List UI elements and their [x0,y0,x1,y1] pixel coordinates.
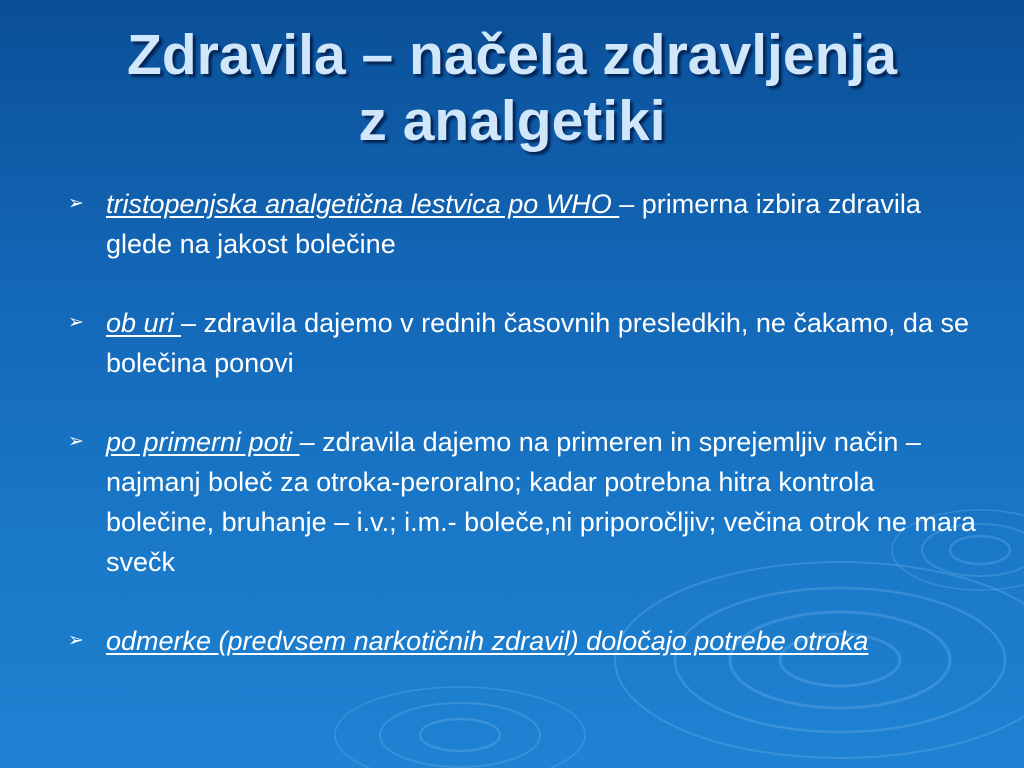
bullet-text: odmerke (predvsem narkotičnih zdravil) določajo potrebe otroka [106,626,869,656]
bullet-list [66,184,986,700]
bullet-item-who-ladder [66,184,986,264]
bullet-text: – primerna izbira zdravila glede na jakost bolečine [106,189,921,259]
bullet-item-dosing [66,621,986,661]
bullet-item-by-appropriate-route [66,422,986,582]
arrow-bullet-icon: ➢ [68,193,84,214]
slide-title-line-1: Zdravila – načela zdravljenja [127,23,897,87]
slide-title-line-2: z analgetiki [358,89,666,153]
bullet-term: ob uri [106,308,182,338]
arrow-bullet-icon: ➢ [68,630,84,651]
arrow-bullet-icon: ➢ [68,312,84,333]
slide-title [40,22,984,154]
bullet-term: tristopenjska analgetična lestvica po WHO [106,189,620,219]
bullet-text: – zdravila dajemo v rednih časovnih presledkih, ne čakamo, da se bolečina ponovi [106,308,969,378]
bullet-term: po primerni poti [106,427,300,457]
bullet-text: – zdravila dajemo na primeren in sprejemljiv način – najmanj boleč za otroka-peroralno; kadar potrebna hitra kontrola bolečine, bruhanje – i.v.; i.m.- boleče,ni priporočljiv; večina otrok ne mara svečk [106,427,976,577]
arrow-bullet-icon: ➢ [68,431,84,452]
bullet-item-by-the-clock [66,303,986,383]
